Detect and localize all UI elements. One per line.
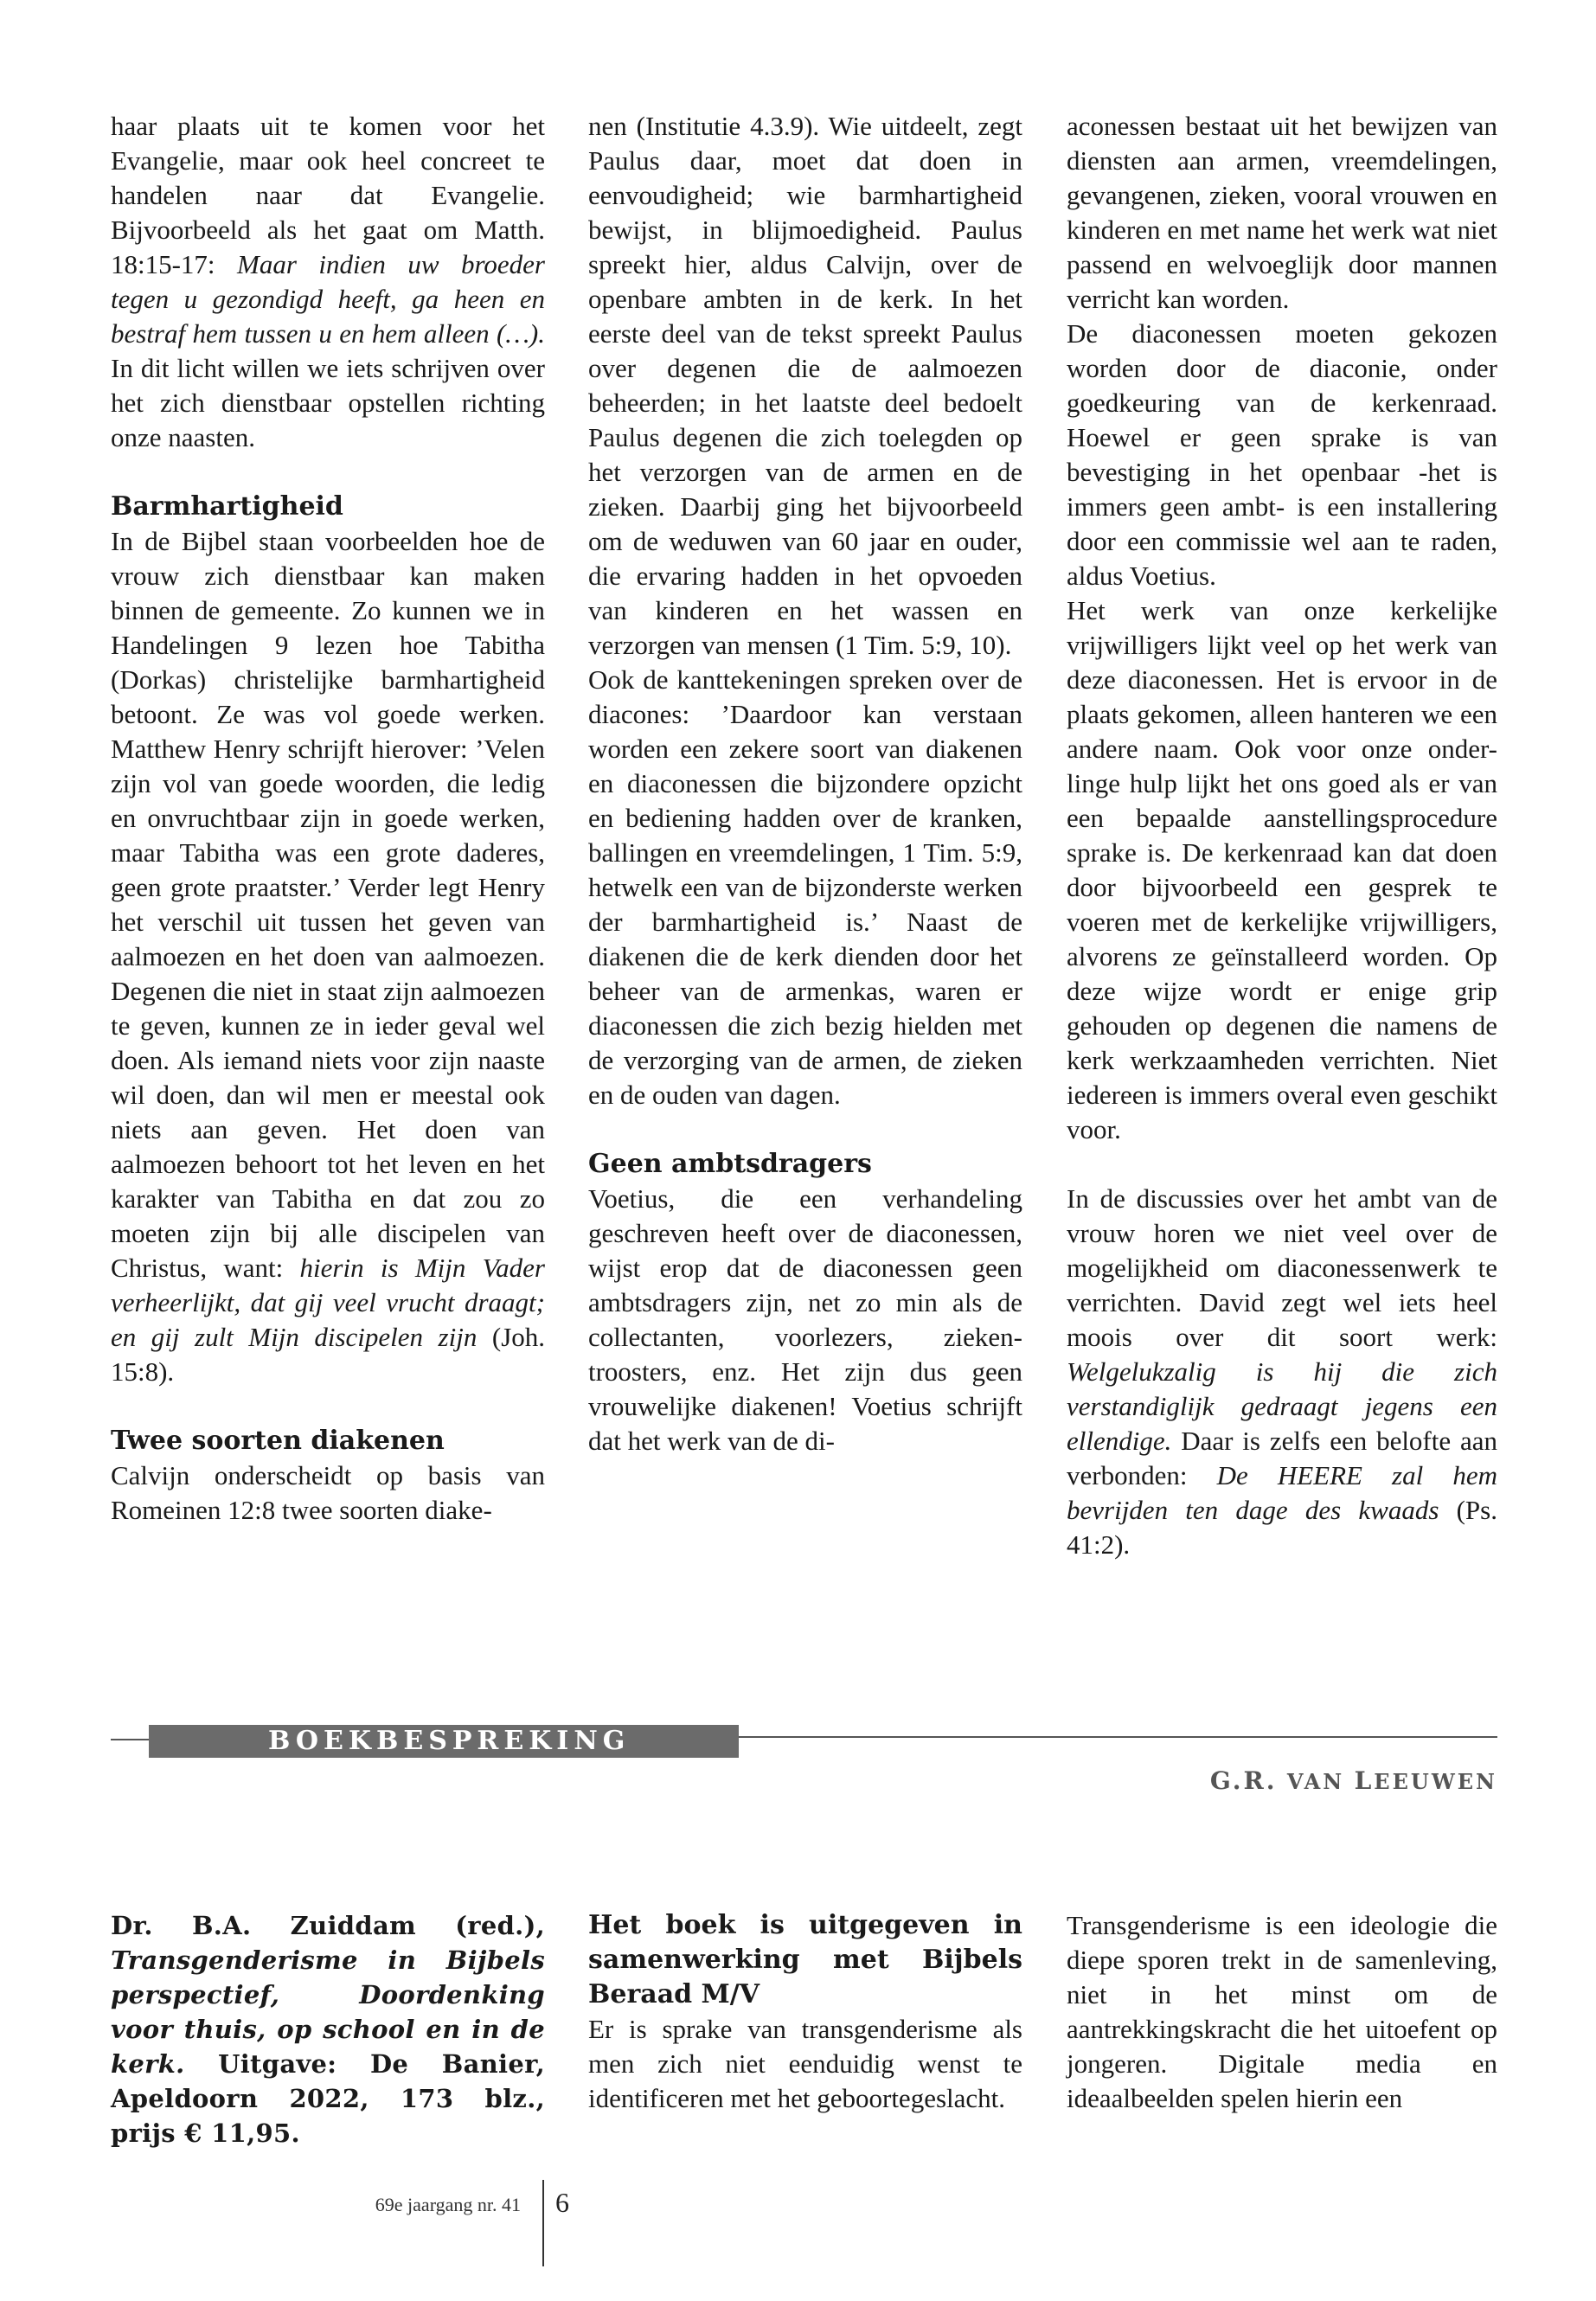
paragraph xyxy=(111,524,545,1389)
footer-issue: 69e jaargang nr. 41 xyxy=(375,2194,521,2215)
paragraph xyxy=(1067,317,1497,593)
paragraph xyxy=(1067,1182,1497,1562)
text-run: (Ps. 41:2). xyxy=(1067,1495,1497,1560)
text-run: In dit licht willen we iets schrijven over het zich dienstbaar opstellen richting onze naasten. xyxy=(111,353,545,452)
text-run: Calvijn onderscheidt op basis van Romeinen 12:8 twee soorten diake- xyxy=(111,1460,545,1525)
paragraph xyxy=(1067,593,1497,1147)
text-run: Transgenderisme is een ideologie die diepe sporen trekt in de samenleving, niet in het minst om de aantrekkingskracht die het uitoefent op jongeren. Digitale media en ideaalbeelden spelen hierin een xyxy=(1067,1910,1497,2113)
author-initials: G.R. xyxy=(1209,1766,1278,1795)
author-surname-rest: EEUWEN xyxy=(1374,1769,1497,1794)
paragraph-gap xyxy=(588,1112,1022,1147)
paragraph xyxy=(588,1182,1022,1458)
section-title: BOEKBESPREKING xyxy=(268,1726,631,1756)
text-run: haar plaats uit te komen voor het Evangelie, maar ook heel concreet te handelen naar dat Evangelie. Bijvoorbeeld als het gaat om Matth. 18:15-17: xyxy=(111,111,545,279)
paragraph xyxy=(1067,1908,1497,2116)
italic-text: Transgenderisme in Bijbels perspectief, Doordenking voor thuis, op school en in de kerk. xyxy=(111,1945,545,2079)
text-run: Dr. B.A. Zuiddam (red.), xyxy=(111,1911,545,1940)
section-banner xyxy=(149,1725,739,1758)
text-run: Voetius, die een verhandeling geschreven heeft over de diaconessen, wijst erop dat de diaconessen geen ambtsdragers zijn, net zo min als de collectanten, voorlezers, zieken-troosters, enz. Het zijn dus geen vrouwelijke diakenen! Voetius schrijft dat het werk van de di- xyxy=(588,1183,1022,1456)
italic-text: Welgelukzalig is hij die zich verstandiglijk gedraagt jegens een ellendige. xyxy=(1067,1356,1497,1456)
article-column-3 xyxy=(1067,109,1497,1562)
paragraph xyxy=(111,1458,545,1528)
text-run: nen (Institutie 4.3.9). Wie uitdeelt, zegt Paulus daar, moet dat doen in eenvoudigheid; wie barmhartigheid bewijst, in blijmoedigheid. Paulus spreekt hier, aldus Calvijn, over de openbare ambten in de kerk. In het eerste deel van de tekst spreekt Paulus over degenen die de aalmoezen beheerden; in het laatste deel bedoelt Paulus degenen die zich toelegden op het verzorgen van de armen en de zieken. Daarbij ging het bijvoorbeeld om de weduwen van 60 jaar en ouder, die ervaring hadden in het opvoeden van kinderen en het wassen en verzorgen van mensen (1 Tim. 5:9, 10). xyxy=(588,111,1022,660)
section-heading: Het boek is uitgegeven in samenwerking met Bijbels Beraad M/V xyxy=(588,1910,1022,2009)
text-run: Het werk van onze kerkelijke vrijwilligers lijkt veel op het werk van deze diaconessen. Het is ervoor in de plaats gekomen, alleen hanteren we een andere naam. Ook voor onze onder-linge hulp lijkt het ons goed als er van een bepaalde aanstellingsprocedure sprake is. De kerkenraad kan dat doen door bijvoorbeeld een gesprek te voeren met de kerkelijke vrijwilligers, alvorens ze geïnstalleerd worden. Op deze wijze wordt er enige grip gehouden op degenen die namens de kerk werkzaamheden verrichten. Niet iedereen is immers overal even geschikt voor. xyxy=(1067,595,1497,1144)
paragraph xyxy=(1067,109,1497,317)
author-surname-initial: L xyxy=(1354,1766,1375,1795)
footer-divider xyxy=(542,2180,544,2266)
article-column-1 xyxy=(111,109,545,1528)
text-run: Er is sprake van transgenderisme als men zich niet eenduidig wenst te identificeren met het geboortegeslacht. xyxy=(588,2014,1022,2113)
paragraph-gap xyxy=(111,1389,545,1424)
text-run: In de discussies over het ambt van de vrouw horen we niet veel over de mogelijkheid om diaconessenwerk te verrichten. David zegt wel iets heel moois over dit soort werk: xyxy=(1067,1183,1497,1352)
section-heading: Barmhartigheid xyxy=(111,491,343,522)
paragraph xyxy=(588,109,1022,663)
page-number: 6 xyxy=(555,2187,569,2218)
review-column-2 xyxy=(588,1908,1022,2116)
section-heading: Geen ambtsdragers xyxy=(588,1149,872,1179)
article-column-2 xyxy=(588,109,1022,1458)
paragraph-gap xyxy=(111,455,545,490)
paragraph xyxy=(588,2012,1022,2116)
text-run: Daar is zelfs een belofte aan verbonden: xyxy=(1067,1426,1497,1490)
italic-text: Maar indien uw broeder tegen u gezondigd heeft, ga heen en bestraf hem tussen u en hem alleen (…). xyxy=(111,249,545,349)
paragraph xyxy=(588,663,1022,1112)
text-run: aconessen bestaat uit het bewijzen van diensten aan armen, vreemdelingen, gevangenen, zieken, vooral vrouwen en kinderen en met name het werk wat niet passend en welvoeglijk door mannen verricht kan worden. xyxy=(1067,111,1497,314)
paragraph-gap xyxy=(1067,1147,1497,1182)
review-column-3 xyxy=(1067,1908,1497,2116)
section-heading: Twee soorten diakenen xyxy=(111,1426,445,1456)
review-author xyxy=(1151,1766,1497,1795)
paragraph xyxy=(111,109,545,455)
review-column-1 xyxy=(111,1908,545,2150)
text-run: Ook de kanttekeningen spreken over de diacones: ’Daardoor kan verstaan worden een zekere soort van diakenen en diaconessen die bijzondere opzicht en bediening hadden over de kranken, ballingen en vreemdelingen, 1 Tim. 5:9, hetwelk een van de bijzonderste werken der barmhartigheid is.’ Naast de diakenen die de kerk dienden door het beheer van de armenkas, waren er diaconessen die zich bezig hielden met de verzorging van de armen, de zieken en de ouden van dagen. xyxy=(588,664,1022,1110)
italic-text: hierin is Mijn Vader verheerlijkt, dat gij veel vrucht draagt; en gij zult Mijn discipelen zijn xyxy=(111,1253,545,1352)
section-rule-right xyxy=(739,1736,1497,1738)
text-run: In de Bijbel staan voorbeelden hoe de vrouw zich dienstbaar kan maken binnen de gemeente. Zo kunnen we in Handelingen 9 lezen hoe Tabitha (Dorkas) christelijke barmhartigheid betoont. Ze was vol goede werken. Matthew Henry schrijft hierover: ’Velen zijn vol van goede woorden, die ledig en onvruchtbaar zijn in goede werken, maar Tabitha was een grote daderes, geen grote praatster.’ Verder legt Henry het verschil uit tussen het geven van aalmoezen en het doen van aalmoezen. Degenen die niet in staat zijn aalmoezen te geven, kunnen ze in ieder geval wel doen. Als iemand niets voor zijn naaste wil doen, dan wil men er meestal ook niets aan geven. Het doen van aalmoezen behoort tot het leven en het karakter van Tabitha en dat zou zo moeten zijn bij alle discipelen van Christus, want: xyxy=(111,526,545,1283)
author-prefix: VAN xyxy=(1286,1769,1345,1794)
italic-text: De HEERE zal hem bevrijden ten dage des kwaads xyxy=(1067,1460,1497,1525)
text-run: De diaconessen moeten gekozen worden door de diaconie, onder goedkeuring van de kerkenraad. Hoewel er geen sprake is van bevestiging in het openbaar -het is immers geen ambt- is een installering door een commissie wel aan te raden, aldus Voetius. xyxy=(1067,318,1497,591)
paragraph xyxy=(111,1908,545,2150)
text-run: Uitgave: De Banier, Apeldoorn 2022, 173 blz., prijs € 11,95. xyxy=(111,2049,545,2148)
text-run: (Joh. 15:8). xyxy=(111,1322,546,1387)
section-rule-left xyxy=(111,1739,149,1740)
